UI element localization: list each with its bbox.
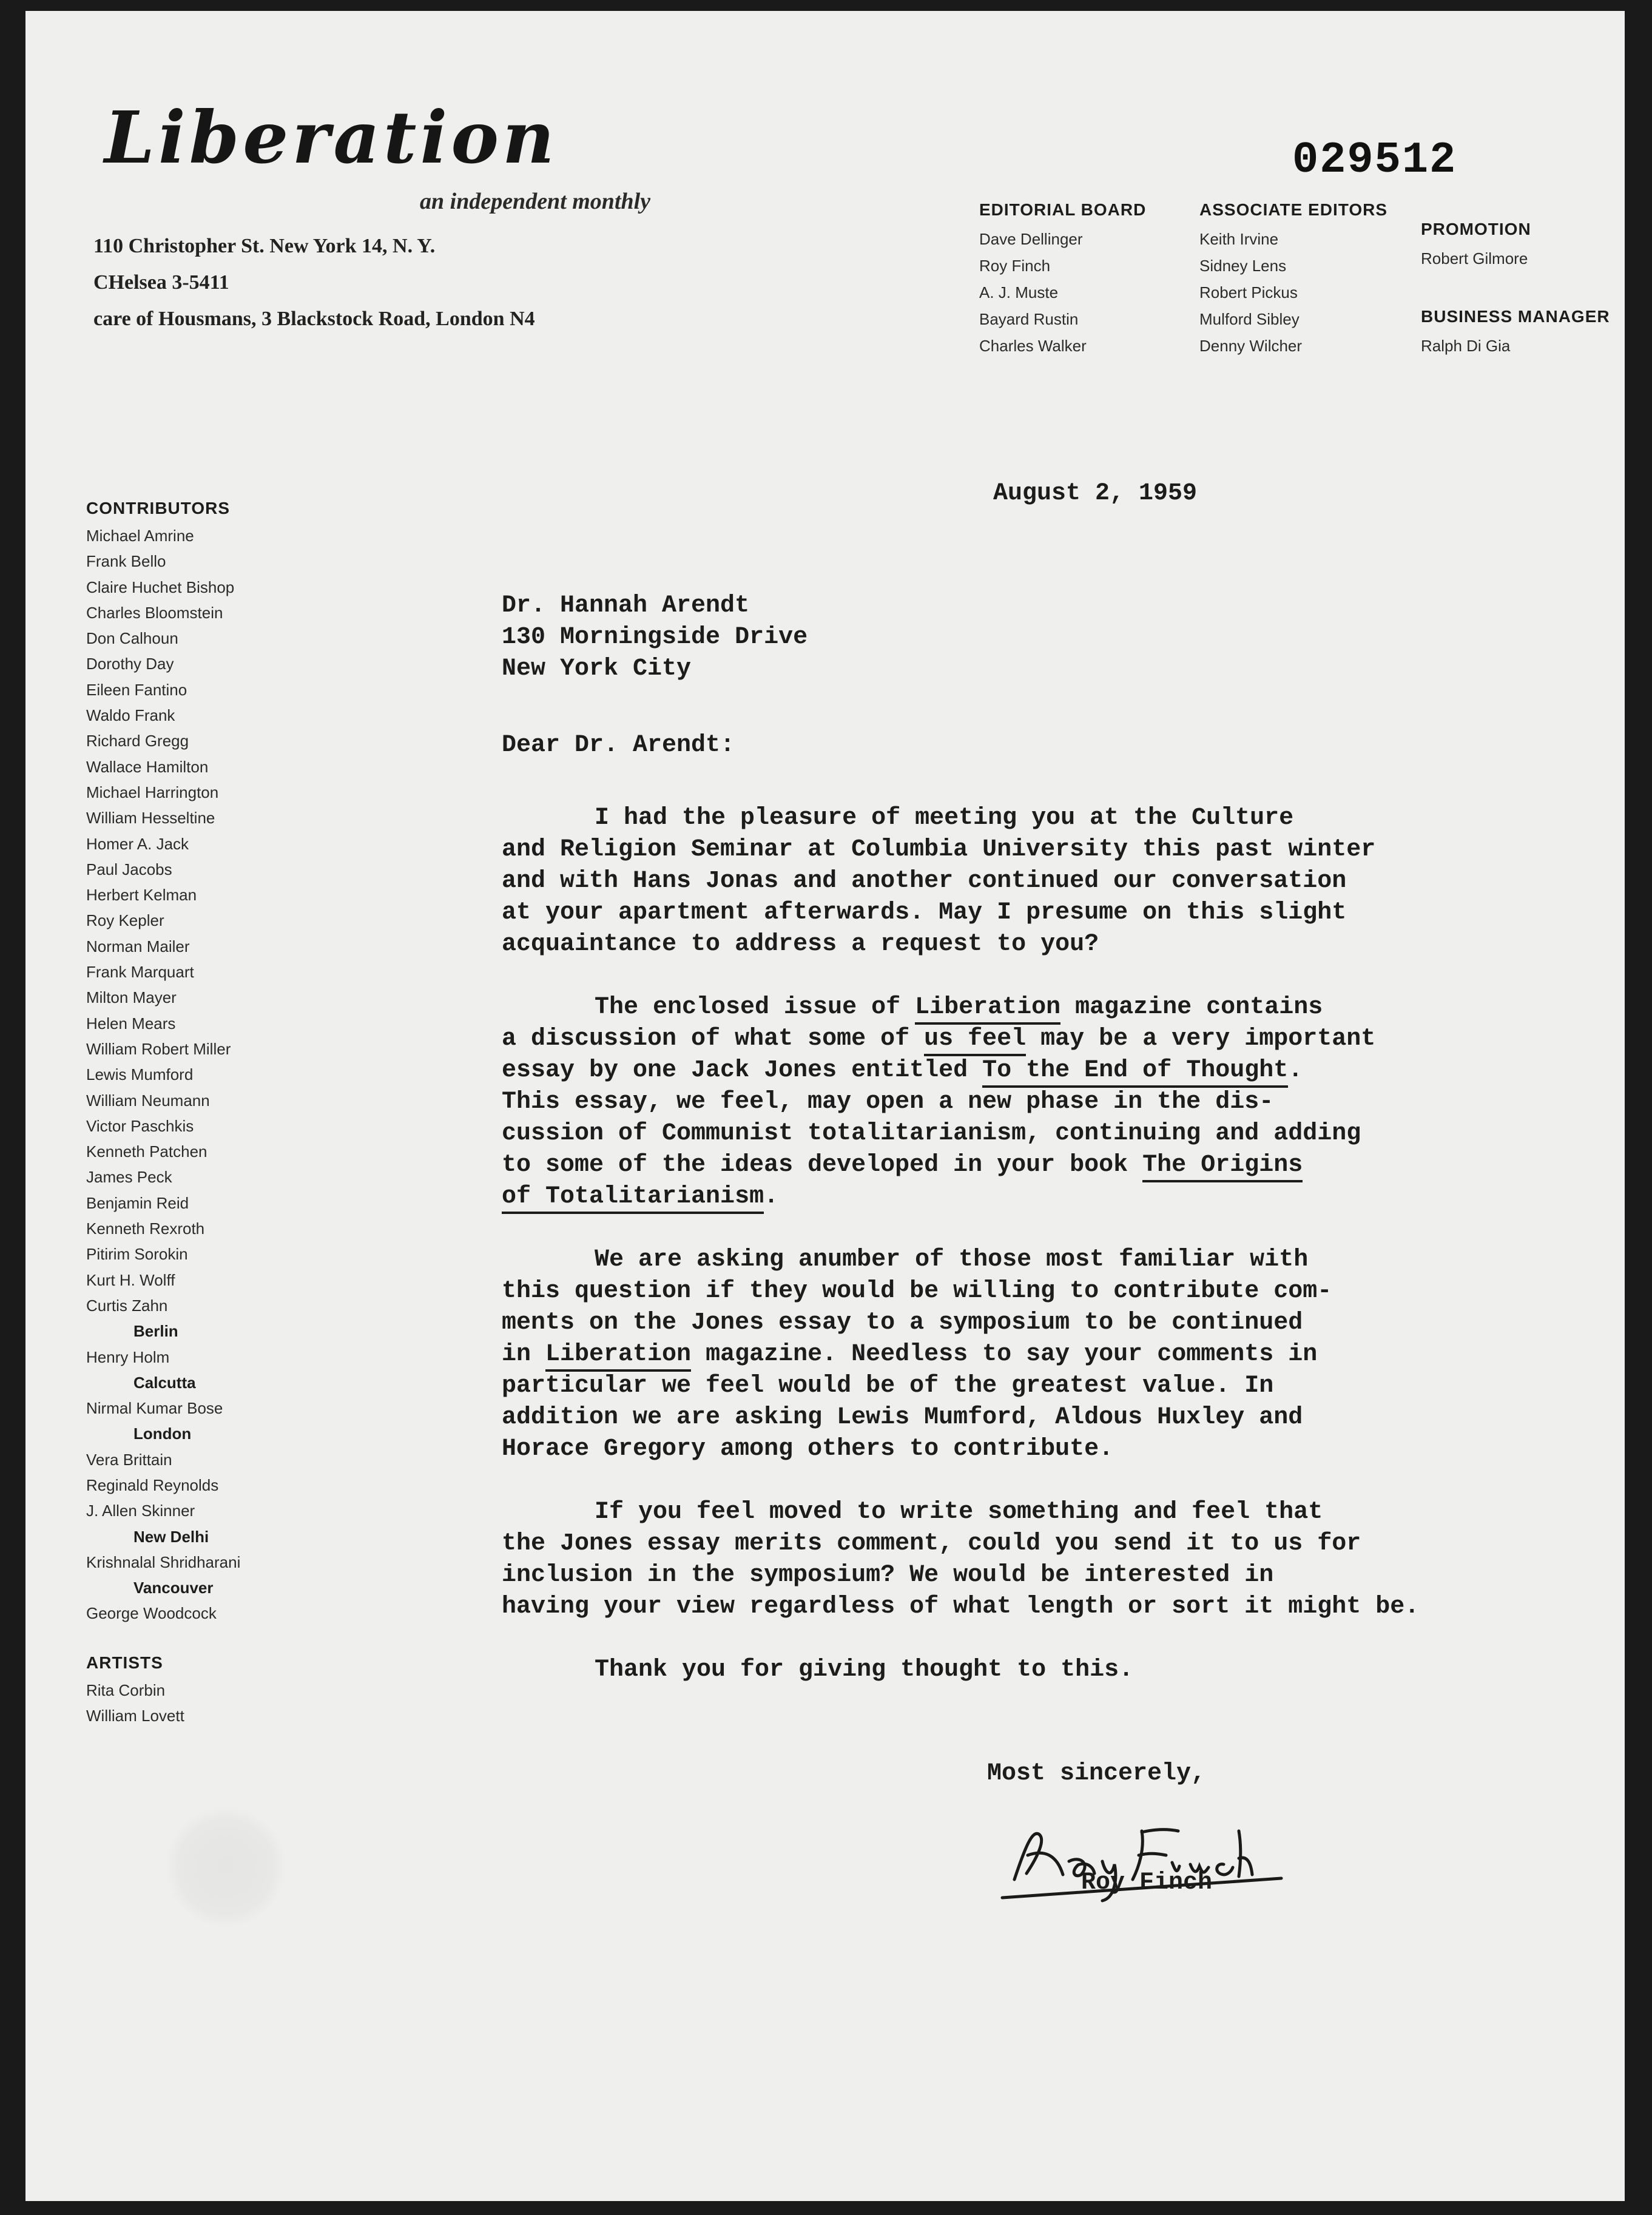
contributor-name: Homer A. Jack xyxy=(86,834,189,853)
city-label-calcutta: Calcutta xyxy=(133,1373,196,1392)
artists-heading: ARTISTS xyxy=(86,1653,163,1672)
body-line: the Jones essay merits comment, could you send it to us for xyxy=(502,1530,1361,1557)
contributor-name: Kenneth Patchen xyxy=(86,1142,207,1161)
body-line xyxy=(502,1055,1594,1087)
body-line: addition we are asking Lewis Mumford, Aldous Huxley and xyxy=(502,1404,1303,1431)
underlined-title: Liberation xyxy=(545,1341,691,1372)
body-line: If you feel moved to write something and feel that xyxy=(595,1499,1323,1526)
underlined-title: The Origins xyxy=(1142,1151,1303,1182)
contributor-name: Henry Holm xyxy=(86,1347,170,1366)
text-run: The enclosed issue of xyxy=(595,994,915,1021)
artists-section xyxy=(86,1651,329,1729)
letter-page xyxy=(25,11,1625,2201)
contributor-name: Pitirim Sorokin xyxy=(86,1245,188,1264)
paragraph-3 xyxy=(502,1244,1594,1465)
business-manager-heading: BUSINESS MANAGER xyxy=(1421,307,1610,326)
body-line xyxy=(502,1150,1594,1181)
city-label-vancouver: Vancouver xyxy=(133,1579,214,1597)
masthead-tagline: an independent monthly xyxy=(420,189,651,214)
associate-editors-heading: ASSOCIATE EDITORS xyxy=(1199,200,1388,219)
contributor-name: Victor Paschkis xyxy=(86,1116,194,1135)
contributor-name: Richard Gregg xyxy=(86,732,189,750)
body-line: We are asking anumber of those most familiar with xyxy=(595,1246,1309,1273)
contributor-name: Roy Kepler xyxy=(86,911,164,930)
body-line: and Religion Seminar at Columbia University this past winter xyxy=(502,836,1376,863)
letterhead-address xyxy=(93,228,761,337)
contributor-name: Don Calhoun xyxy=(86,629,178,648)
body-line: this question if they would be willing to contribute com- xyxy=(502,1278,1332,1305)
inside-address xyxy=(502,590,807,685)
inside-address-line: 130 Morningside Drive xyxy=(502,624,808,651)
promotion-name: Robert Gilmore xyxy=(1421,249,1528,268)
editorial-board-column xyxy=(979,198,1146,359)
contributor-name: Lewis Mumford xyxy=(86,1065,194,1084)
contributor-name: Kenneth Rexroth xyxy=(86,1219,205,1238)
promotion-column xyxy=(1421,217,1531,272)
text-run: in xyxy=(502,1341,546,1368)
contributors-list xyxy=(86,523,329,1318)
body-line: inclusion in the symposium? We would be interested in xyxy=(502,1562,1274,1589)
contributor-name: Claire Huchet Bishop xyxy=(86,578,235,596)
address-line: CHelsea 3-5411 xyxy=(93,271,229,294)
editor-name: Charles Walker xyxy=(979,337,1087,355)
paragraph-5 xyxy=(502,1654,1594,1686)
complimentary-closing: Most sincerely, xyxy=(987,1760,1206,1787)
contributor-name: Helen Mears xyxy=(86,1014,176,1033)
editor-name: A. J. Muste xyxy=(979,283,1059,302)
body-line: cussion of Communist totalitarianism, continuing and adding xyxy=(502,1120,1361,1147)
associate-editor-name: Robert Pickus xyxy=(1199,283,1298,302)
city-label-berlin: Berlin xyxy=(133,1322,178,1341)
contributor-name: Norman Mailer xyxy=(86,937,190,956)
reference-number: 029512 xyxy=(1292,135,1457,185)
city-label-new-delhi: New Delhi xyxy=(133,1527,209,1546)
associate-editor-name: Keith Irvine xyxy=(1199,230,1279,248)
contributor-name: Michael Harrington xyxy=(86,783,219,801)
paragraph-4 xyxy=(502,1497,1594,1623)
editor-name: Bayard Rustin xyxy=(979,310,1079,328)
artist-name: Rita Corbin xyxy=(86,1681,166,1699)
contributors-column xyxy=(86,496,329,1728)
text-run: . xyxy=(1288,1057,1303,1084)
inside-address-line: Dr. Hannah Arendt xyxy=(502,592,750,619)
contributor-name: Curtis Zahn xyxy=(86,1296,168,1315)
contributor-name: William Neumann xyxy=(86,1091,210,1110)
address-line: care of Housmans, 3 Blackstock Road, London N4 xyxy=(93,308,535,330)
associate-editor-name: Sidney Lens xyxy=(1199,257,1287,275)
underlined-phrase: us feel xyxy=(924,1025,1026,1056)
promotion-heading: PROMOTION xyxy=(1421,220,1531,238)
underlined-title: Liberation xyxy=(915,994,1060,1025)
body-line: Horace Gregory among others to contribute. xyxy=(502,1435,1114,1463)
text-run: to some of the ideas developed in your book xyxy=(502,1151,1143,1179)
underlined-title: of Totalitarianism xyxy=(502,1183,764,1214)
body-line: particular we feel would be of the greatest value. In xyxy=(502,1372,1274,1400)
text-run: magazine contains xyxy=(1060,994,1323,1021)
contributor-name: George Woodcock xyxy=(86,1604,217,1623)
contributor-name: J. Allen Skinner xyxy=(86,1502,195,1520)
body-line xyxy=(502,992,1594,1023)
text-run: a discussion of what some of xyxy=(502,1025,925,1053)
letter-date: August 2, 1959 xyxy=(993,480,1198,507)
contributor-name: Charles Bloomstein xyxy=(86,603,223,622)
contributor-name: Nirmal Kumar Bose xyxy=(86,1399,223,1418)
text-run: essay by one Jack Jones entitled xyxy=(502,1057,983,1084)
editor-name: Roy Finch xyxy=(979,257,1051,275)
text-run: . xyxy=(764,1183,779,1210)
contributor-name: Wallace Hamilton xyxy=(86,757,209,776)
typed-signature-name: Roy Finch xyxy=(1081,1869,1213,1896)
body-line xyxy=(502,1181,1594,1213)
contributor-name: Milton Mayer xyxy=(86,988,177,1007)
body-line: and with Hans Jonas and another continued our conversation xyxy=(502,868,1347,895)
associate-editor-name: Denny Wilcher xyxy=(1199,337,1303,355)
contributor-name: Reginald Reynolds xyxy=(86,1475,219,1494)
faded-stamp-mark xyxy=(165,1807,286,1928)
contributor-name: Krishnalal Shridharani xyxy=(86,1553,241,1571)
contributor-name: Waldo Frank xyxy=(86,706,175,725)
contributor-name: Frank Bello xyxy=(86,552,166,571)
paragraph-1 xyxy=(502,803,1594,960)
city-label-london: London xyxy=(133,1424,192,1443)
editor-name: Dave Dellinger xyxy=(979,230,1083,248)
contributor-name: Michael Amrine xyxy=(86,527,194,545)
contributor-name: Eileen Fantino xyxy=(86,680,187,699)
masthead-title: Liberation xyxy=(104,95,558,180)
contributor-name: Herbert Kelman xyxy=(86,886,197,905)
contributor-name: Kurt H. Wolff xyxy=(86,1270,175,1289)
contributor-name: Frank Marquart xyxy=(86,963,194,982)
contributor-name: Paul Jacobs xyxy=(86,860,172,878)
contributor-name: Dorothy Day xyxy=(86,655,174,673)
contributor-name: William Robert Miller xyxy=(86,1039,231,1058)
letter-body xyxy=(502,803,1594,1718)
body-line: I had the pleasure of meeting you at the Culture xyxy=(595,804,1294,832)
business-manager-name: Ralph Di Gia xyxy=(1421,337,1511,355)
body-line: acquaintance to address a request to you? xyxy=(502,931,1099,958)
address-line: 110 Christopher St. New York 14, N. Y. xyxy=(93,235,436,257)
body-line xyxy=(502,1339,1594,1370)
text-run: magazine. Needless to say your comments in xyxy=(691,1341,1318,1368)
body-line: having your view regardless of what length or sort it might be. xyxy=(502,1593,1420,1620)
contributor-name: Benjamin Reid xyxy=(86,1193,189,1212)
artist-name: William Lovett xyxy=(86,1707,184,1725)
underlined-title: To the End of Thought xyxy=(982,1057,1288,1088)
body-line: Thank you for giving thought to this. xyxy=(595,1656,1134,1684)
contributor-name: Vera Brittain xyxy=(86,1450,172,1469)
inside-address-line: New York City xyxy=(502,655,692,683)
body-line: This essay, we feel, may open a new phase in the dis- xyxy=(502,1088,1274,1116)
editorial-board-heading: EDITORIAL BOARD xyxy=(979,200,1147,219)
contributor-name: William Hesseltine xyxy=(86,809,215,828)
contributors-heading: CONTRIBUTORS xyxy=(86,499,231,518)
associate-editors-column xyxy=(1199,198,1387,359)
body-line: at your apartment afterwards. May I presume on this slight xyxy=(502,899,1347,926)
salutation: Dear Dr. Arendt: xyxy=(502,732,735,759)
associate-editor-name: Mulford Sibley xyxy=(1199,310,1300,328)
paragraph-2 xyxy=(502,992,1594,1213)
business-manager-column xyxy=(1421,305,1610,359)
body-line: ments on the Jones essay to a symposium to be continued xyxy=(502,1309,1303,1337)
contributor-name: James Peck xyxy=(86,1168,172,1187)
text-run: may be a very important xyxy=(1026,1025,1376,1053)
body-line xyxy=(502,1023,1594,1055)
